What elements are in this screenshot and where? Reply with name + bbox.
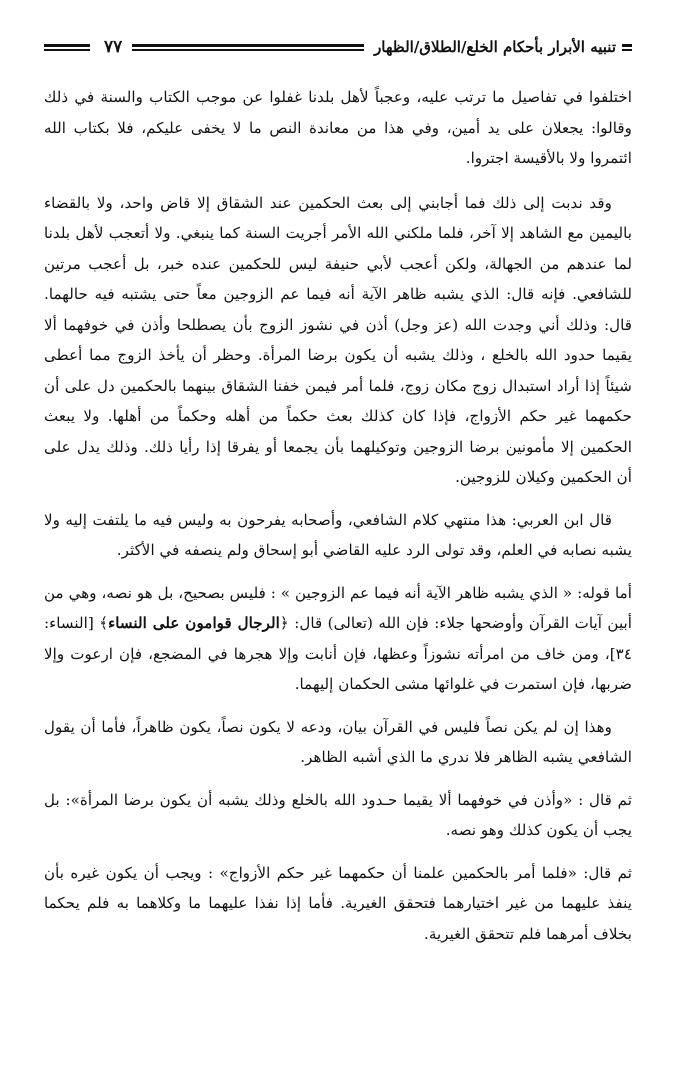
- running-header: [44, 32, 632, 62]
- header-rule-start: [622, 44, 632, 51]
- paragraph-1: اختلفوا في تفاصيل ما ترتب عليه، وعجباً لأهل بلدنا غفلوا عن موجب الكتاب والسنة في ذلك وقالوا: يجعلان على يد أمين، وفي هذا من معاندة النص ما لا يخفى عليكم، فلا بكتاب الله ائتمروا ولا بالأقيسة اجتروا.: [44, 88, 632, 167]
- paragraph-5: وهذا إن لم يكن نصاً فليس في القرآن بيان، ودعه لا يكون نصاً، يكون ظاهراً، فأما أن يقول الشافعي يشبه الظاهر فلا ندري ما الذي أشبه الظاهر.: [44, 717, 632, 766]
- paragraph-7: ثم قال: «فلما أمر بالحكمين علمنا أن حكمهما غير حكم الأزواج» : ويجب أن يكون غيره بأن ينفذ عليهما من غير اختيارهما فتحقق الغيرية. فأما إذا نفذا عليهما ما وكلاهما به فلم يحكما بخلاف أمرهما فلم تتحقق الغيرية.: [44, 863, 632, 943]
- paragraph-4-after: ﴾ [النساء: ٣٤]، ومن خاف من امرأته نشوزاً وعظها، فإن أنابت وإلا هجرها في المضجع، فإن ارعوت وإلا ضربها، فإن استمرت في غلوائها مشى الحكمان إليهما.: [44, 614, 632, 693]
- page-number: ٧٧: [104, 37, 123, 57]
- header-rule: [132, 44, 364, 51]
- paragraph-3: قال ابن العربي: هذا منتهي كلام الشافعي، وأصحابه يفرحون به وليس فيه ما يلتفت إليه ولا يشبه نصابه في العلم، وقد تولى الرد عليه القاضي أبو إسحاق ولم ينصفه في الأكثر.: [44, 510, 632, 559]
- paragraph-2: وقد ندبت إلى ذلك فما أجابني إلى بعث الحكمين عند الشقاق إلا قاض واحد، ولا بالقضاء باليمين مع الشاهد إلا آخر، فلما ملكني الله الأمر أجريت السنة كما ينبغي. ولا أتعجب لأهل بلدنا لما عندهم من الجهالة، ولكن أعجب لأبي حنيفة ليس للحكمين عنده خبر، بل أعجب مرتين للشافعي. فإنه قال: الذي يشبه ظاهر الآية أنه فيما عم الزوجين معاً حتى يشتبه فيه حالهما. قال: وذلك أني وجدت الله (عز وجل) أذن في نشوز الزوج بأن يصطلحا وأذن في خوفهما ألا يقيما حدود الله بالخلع ، وذلك يشبه أن يكون برضا المرأة. وحظر أن يأخذ الزوج مما أعطى شيئاً إذا أراد استبدال زوج مكان زوج، فلما أمر فيمن خفنا الشقاق بينهما بالحكمين دل على أن حكمهما غير حكم الأزواج، فإذا كان كذلك بعث حكماً من أهله وحكماً من أهلها. ولا يبعث الحكمين إلا مأمونين برضا الزوجين وتوكيلهما بأن يجمعا أو يفرقا إذا رأيا ذلك. وذلك يدل على أن الحكمين وكيلان للزوجين.: [44, 193, 632, 486]
- paragraph-6: ثم قال : «وأذن في خوفهما ألا يقيما حـدود الله بالخلع وذلك يشبه أن يكون برضا المرأة»: بل يجب أن يكون كذلك وهو نصه.: [44, 790, 632, 839]
- quran-verse: الرجال قوامون على النساء: [108, 614, 280, 632]
- paragraph-4: [44, 578, 632, 700]
- paragraph-4-before: أما قوله: « الذي يشبه ظاهر الآية أنه فيما عم الزوجين » : فليس بصحيح، بل هو نصه، وهي من أبين آيات القرآن وأوضحها جلاء: فإن الله (تعالى) قال: ﴿: [44, 583, 632, 632]
- book-title: تنبيه الأبرار بأحكام الخلع/الطلاق/الظهار: [374, 38, 616, 56]
- header-rule-end: [44, 44, 90, 51]
- body-text: [44, 82, 632, 949]
